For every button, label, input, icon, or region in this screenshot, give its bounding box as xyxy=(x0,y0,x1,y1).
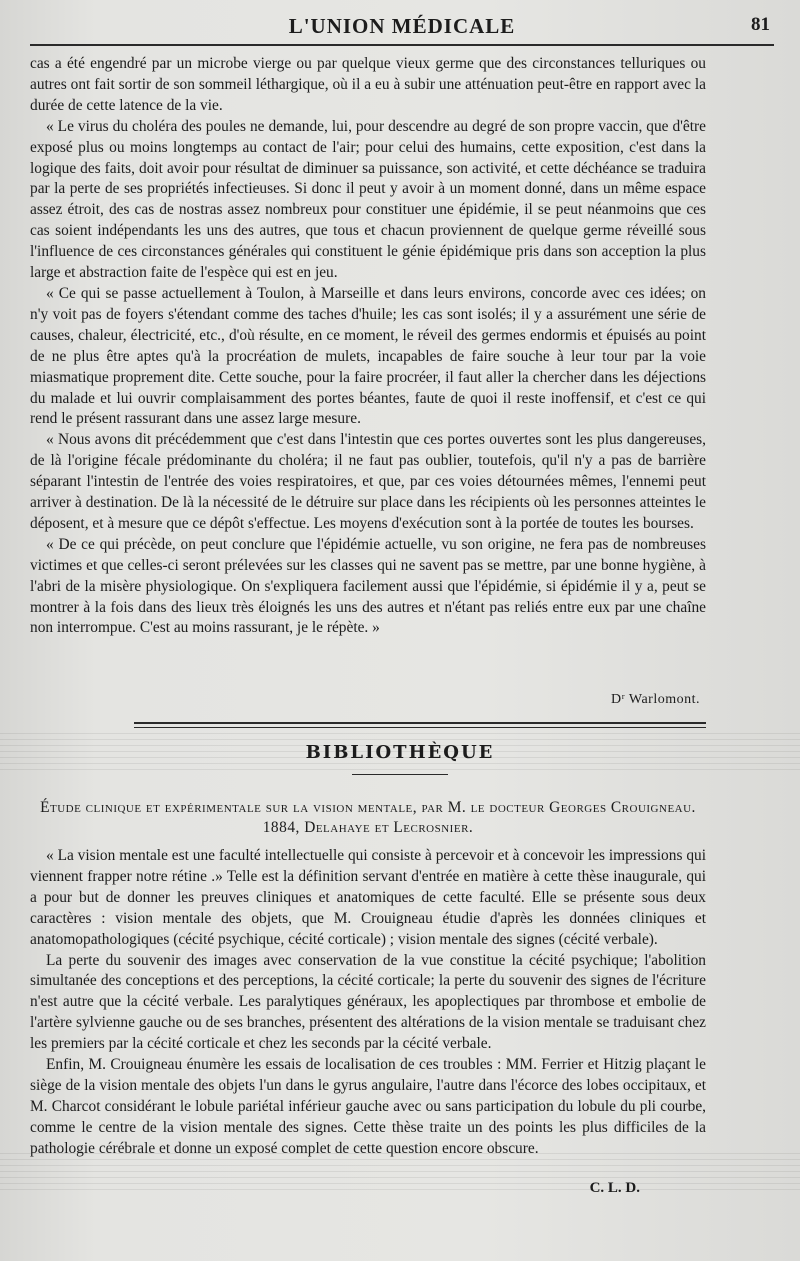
review-paragraph: « La vision mentale est une faculté intellectuelle qui consiste à percevoir et à concevoir les impressions qui viennent frapper notre rétine .» Telle est la définition servant d'entrée en matière à cette thèse inaugurale, qui a pour but de donner les preuves cliniques et anatomiques de cette faculté. Elle se présente sous deux caractères : vision mentale des objets, que M. Crouigneau étudie d'après les données cliniques et anatomopathologiques (cécité psychique, cécité corticale) ; vision mentale des signes (cécité verbale). xyxy=(30,847,706,948)
review-paragraph: La perte du souvenir des images avec conservation de la vue constitue la cécité psychique; l'abolition simultanée des conceptions et des perceptions, la cécité corticale; la perte du souvenir des signes de l'écriture n'est autre que la cécité verbale. Les paralytiques généraux, les apoplectiques par thrombose et embolie de l'artère sylvienne gauche ou de ses branches, présentent des altérations de la vision mentale se traduisant chez les premiers par la cécité corticale et chez les seconds par la cécité verbale. xyxy=(30,951,706,1053)
article-paragraph: « Ce qui se passe actuellement à Toulon, à Marseille et dans leurs environs, concorde avec ces idées; on n'y voit pas de foyers s'étendant comme des taches d'huile; les cas sont isolés; il y a assurément une série de causes, chaleur, électricité, etc., d'où résulte, en ce moment, le réveil des germes endormis et épuisés au point de ne plus être aptes qu'à la procréation de mulets, incapables de faire souche à leur tour par la voie miasmatique proprement dite. Cette souche, pour la faire procréer, il faut aller la chercher dans les déjections du malade et lui ouvrir complaisamment des portes béantes, faute de quoi il reste inoffensif, et c'est ce qui rend le présent rassurant dans une assez large mesure. xyxy=(30,284,706,428)
header-rule xyxy=(30,44,774,46)
journal-title: L'UNION MÉDICALE xyxy=(288,14,516,38)
article-paragraph: « Le virus du choléra des poules ne demande, lui, pour descendre au degré de son propre vaccin, que d'être exposé plus ou moins longtemps au contact de l'air; pour celui des humains, cette exposition, c'est dans la logique des faits, doit avoir pour résultat de diminuer sa puissance, son activité, et cette déchéance se traduira par la perte de ses propriétés infectieuses. Si donc il peut y avoir à un moment donné, dans un même espace assez étroit, des cas de nostras assez nombreux pour constituer une épidémie, il se peut néanmoins que ces cas soient indépendants les uns des autres, que tous et chacun proviennent de quelque germe réveillé sous l'influence de ces circonstances générales qui constituent le génie épidémique pris dans son acception la plus large et abstraction faite de l'espèce qui est en jeu. xyxy=(30,117,706,282)
page-number: 81 xyxy=(751,14,770,35)
article-paragraph: « De ce qui précède, on peut conclure que l'épidémie actuelle, vu son origine, ne fera pas de nombreuses victimes et que celles-ci seront prélevées sur les classes qui ne savent pas se mettre, par une bonne hygiène, à l'abri de la misère physiologique. On s'expliquera facilement aussi que l'épidémie, si épidémie il y a, peut se montrer à la fois dans des lieux très éloignés les uns des autres et n'étant pas reliés entre eux par une chaîne non interrompue. C'est au moins rassurant, je le répète. » xyxy=(30,535,706,637)
title-underline xyxy=(352,774,448,775)
section-divider xyxy=(134,722,706,728)
review-heading xyxy=(30,798,706,838)
article-paragraph: « Nous avons dit précédemment que c'est dans l'intestin que ces portes ouvertes sont les plus dangereuses, de là l'origine fécale prédominante du choléra; il ne faut pas oublier, toutefois, qu'il n'y a pas de barrière séparant l'intestin de l'entrée des voies respiratoires, et que, par ces voies détournées mêmes, l'ennemi peut arriver à destination. De là la nécessité de le détruire sur place dans les récipients où les personnes atteintes le déposent, et à mesure que ce dépôt s'effectue. Les moyens d'exécution sont à la portée de toutes les bourses. xyxy=(30,431,706,532)
review-body xyxy=(30,846,706,1160)
article-body xyxy=(30,54,706,639)
article-signature: Dʳ Warlomont. xyxy=(610,692,700,707)
review-heading-text: Étude clinique et expérimentale sur la vision mentale, par M. le docteur Georges Crouigneau. 1884, Delahaye et Lecrosnier. xyxy=(40,799,696,836)
section-title: BIBLIOTHÈQUE xyxy=(305,742,495,763)
running-header xyxy=(30,8,774,42)
review-signature: C. L. D. xyxy=(589,1180,640,1196)
review-paragraph: Enfin, M. Crouigneau énumère les essais de localisation de ces troubles : MM. Ferrier et Hitzig plaçant le siège de la vision mentale des objets l'un dans le gyrus angulaire, l'autre dans l'écorce des lobes occipitaux, et M. Charcot considérant le lobule pariétal inférieur gauche avec ou sans participation du lobule du pli courbe, comme le centre de la vision mentale des signes. Cette thèse traite un des points les plus difficiles de la pathologie cérébrale et donne un exposé complet de cette question encore obscure. xyxy=(30,1056,706,1157)
article-paragraph: cas a été engendré par un microbe vierge ou par quelque vieux germe que des circonstances telluriques ou autres ont fait sortir de son sommeil léthargique, où il a eu à subir une atténuation peut-être en rapport avec la durée de cette latence de la vie. xyxy=(30,55,706,114)
